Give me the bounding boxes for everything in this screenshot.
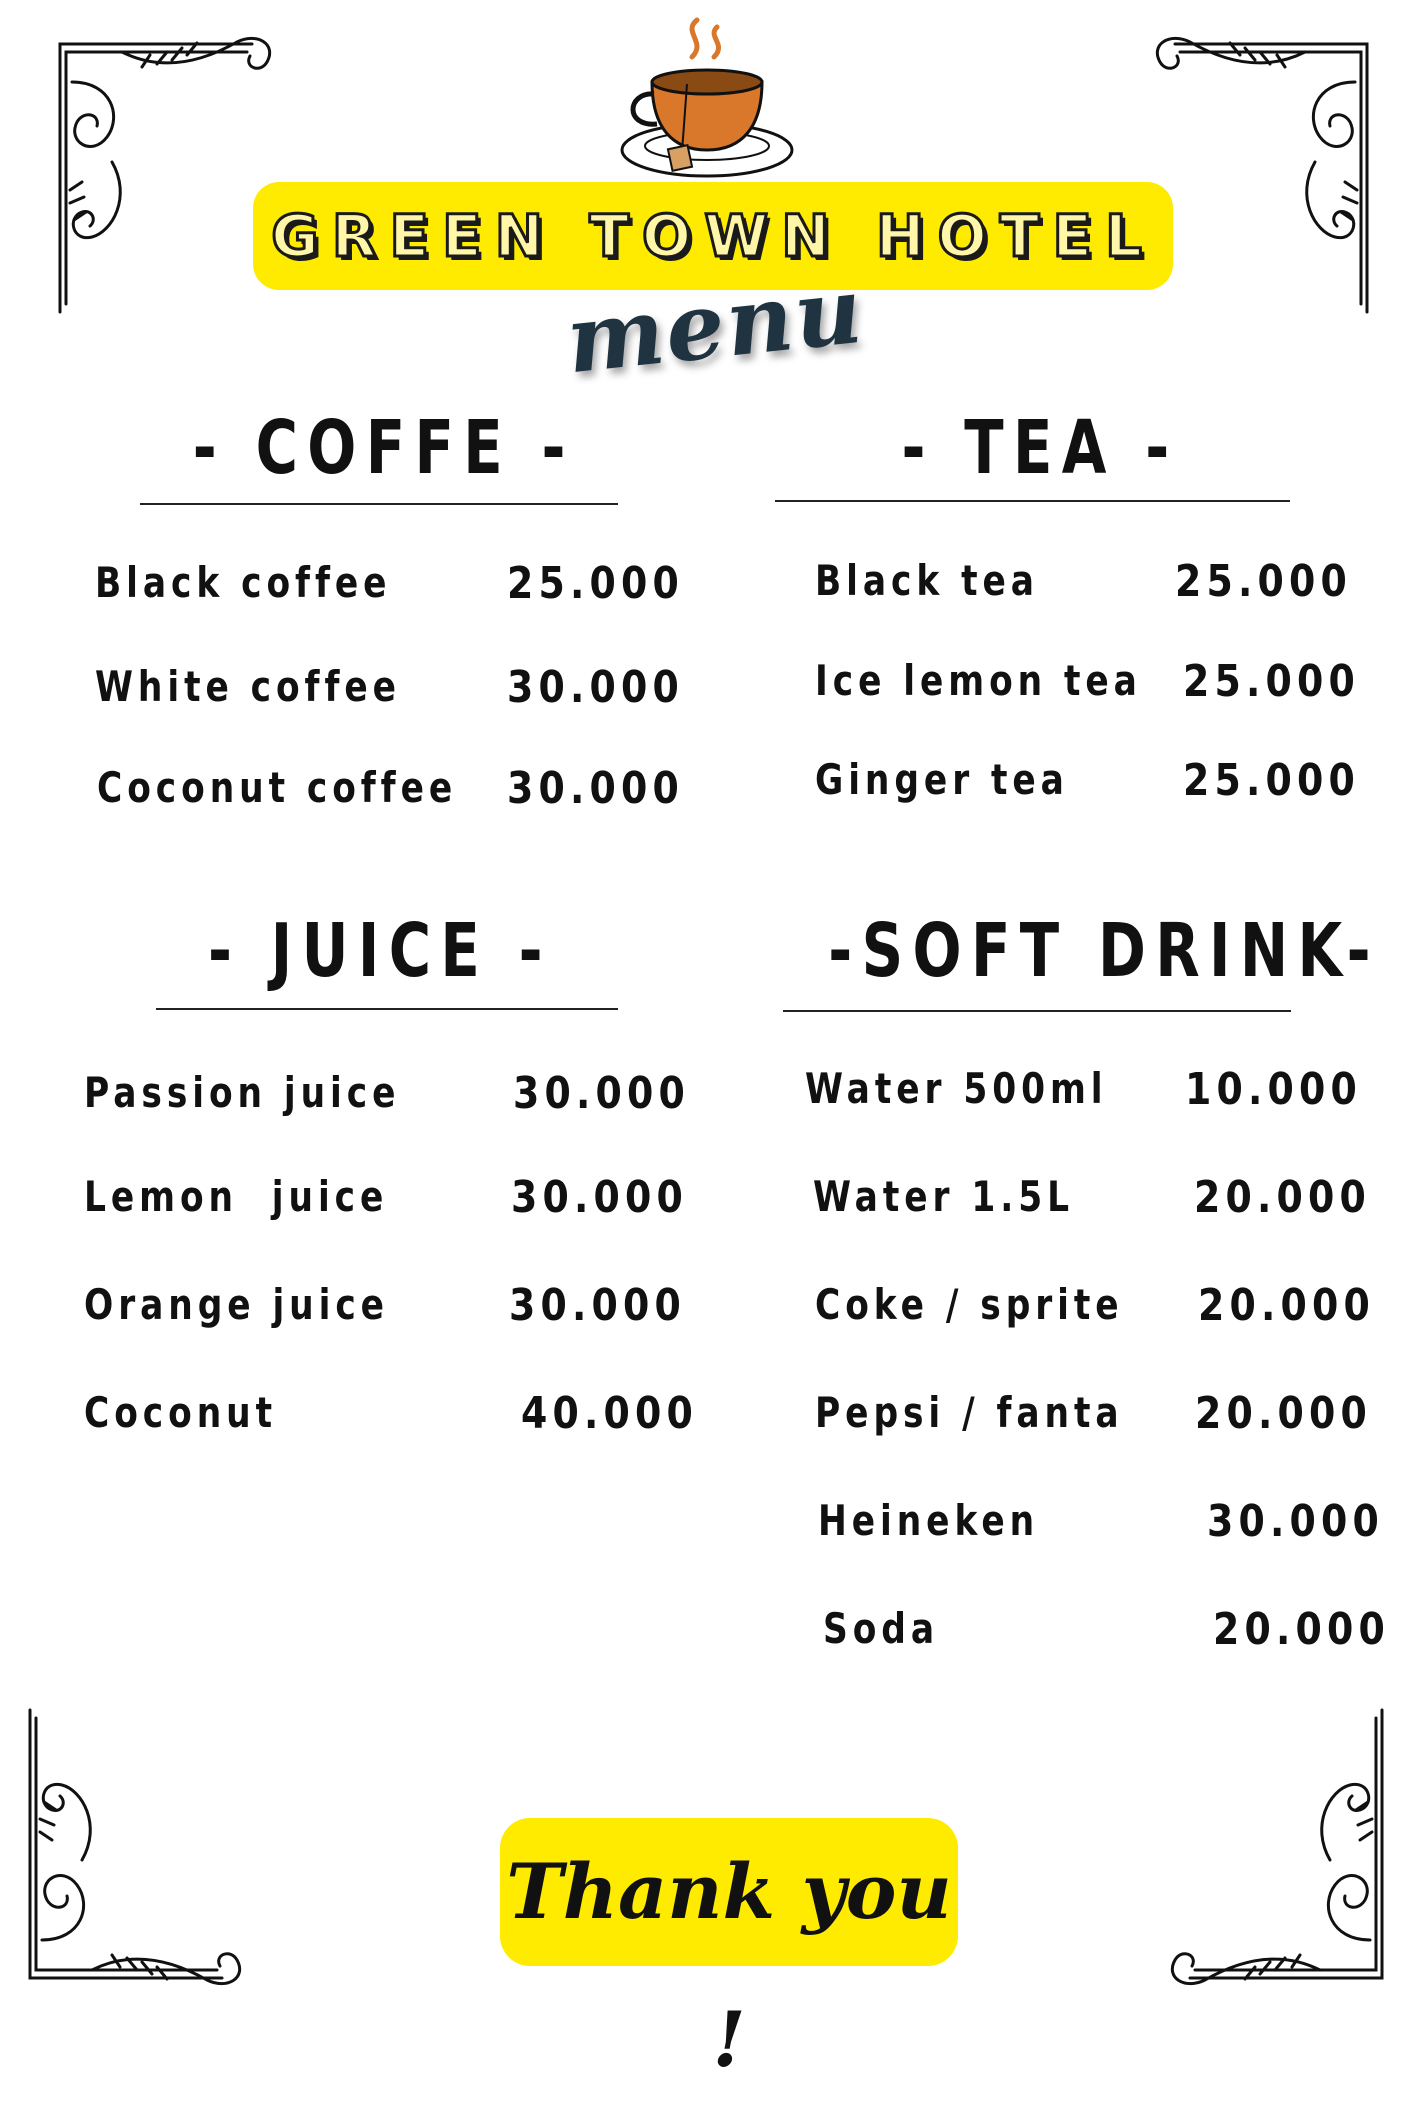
juice-section-title: - JUICE -: [208, 908, 552, 994]
coffee-section-divider: [140, 503, 618, 505]
hotel-name: GREEN TOWN HOTEL: [271, 202, 1155, 270]
menu-item-price: 25.000: [1183, 656, 1360, 707]
soft-drink-section-divider: [783, 1010, 1291, 1012]
tea-section-divider: [775, 500, 1290, 502]
coffee-section-title: - COFFE -: [192, 405, 575, 491]
soft-drink-section-title: -SOFT DRINK-: [828, 908, 1380, 994]
menu-item-price: 30.000: [1207, 1496, 1384, 1547]
menu-item-name: Water 1.5L: [813, 1172, 1074, 1221]
juice-section-divider: [156, 1008, 618, 1010]
menu-item-price: 20.000: [1195, 1388, 1372, 1439]
menu-item-name: Ice lemon tea: [815, 656, 1142, 705]
menu-item-price: 25.000: [507, 558, 684, 609]
menu-item-price: 10.000: [1185, 1064, 1362, 1115]
menu-item-price: 20.000: [1198, 1280, 1375, 1331]
menu-item-price: 30.000: [513, 1068, 690, 1119]
menu-item-name: Black tea: [815, 556, 1039, 605]
menu-item-name: Orange juice: [84, 1280, 389, 1329]
menu-item-name: Soda: [823, 1604, 940, 1653]
menu-item-name: Coke / sprite: [815, 1280, 1124, 1329]
menu-item-price: 20.000: [1213, 1604, 1390, 1655]
corner-ornament-bottom-left: [22, 1700, 252, 2000]
menu-item-price: 30.000: [511, 1172, 688, 1223]
corner-ornament-top-right: [1145, 22, 1375, 322]
menu-item-name: Heineken: [818, 1496, 1040, 1545]
menu-item-name: Black coffee: [95, 558, 392, 607]
menu-item-price: 25.000: [1183, 755, 1360, 806]
coffee-cup-icon: [612, 12, 802, 187]
menu-item-price: 30.000: [507, 763, 684, 814]
menu-item-name: Coconut coffee: [97, 763, 458, 812]
menu-item-name: Ginger tea: [815, 755, 1069, 804]
menu-item-name: White coffee: [95, 662, 401, 711]
menu-item-name: Coconut: [84, 1388, 277, 1437]
menu-item-price: 30.000: [509, 1280, 686, 1331]
tea-section-title: - TEA -: [901, 405, 1179, 491]
menu-item-name: Lemon juice: [84, 1172, 389, 1221]
menu-item-price: 40.000: [521, 1388, 698, 1439]
menu-item-price: 25.000: [1175, 556, 1352, 607]
menu-item-name: Pepsi / fanta: [815, 1388, 1124, 1437]
corner-ornament-top-left: [52, 22, 282, 322]
thank-you-text: Thank you !: [506, 1847, 952, 2084]
corner-ornament-bottom-right: [1160, 1700, 1390, 2000]
menu-item-price: 20.000: [1194, 1172, 1371, 1223]
menu-item-name: Passion juice: [84, 1068, 401, 1117]
menu-subtitle: menu: [561, 255, 869, 395]
menu-item-price: 30.000: [507, 662, 684, 713]
menu-item-name: Water 500ml: [805, 1064, 1108, 1113]
